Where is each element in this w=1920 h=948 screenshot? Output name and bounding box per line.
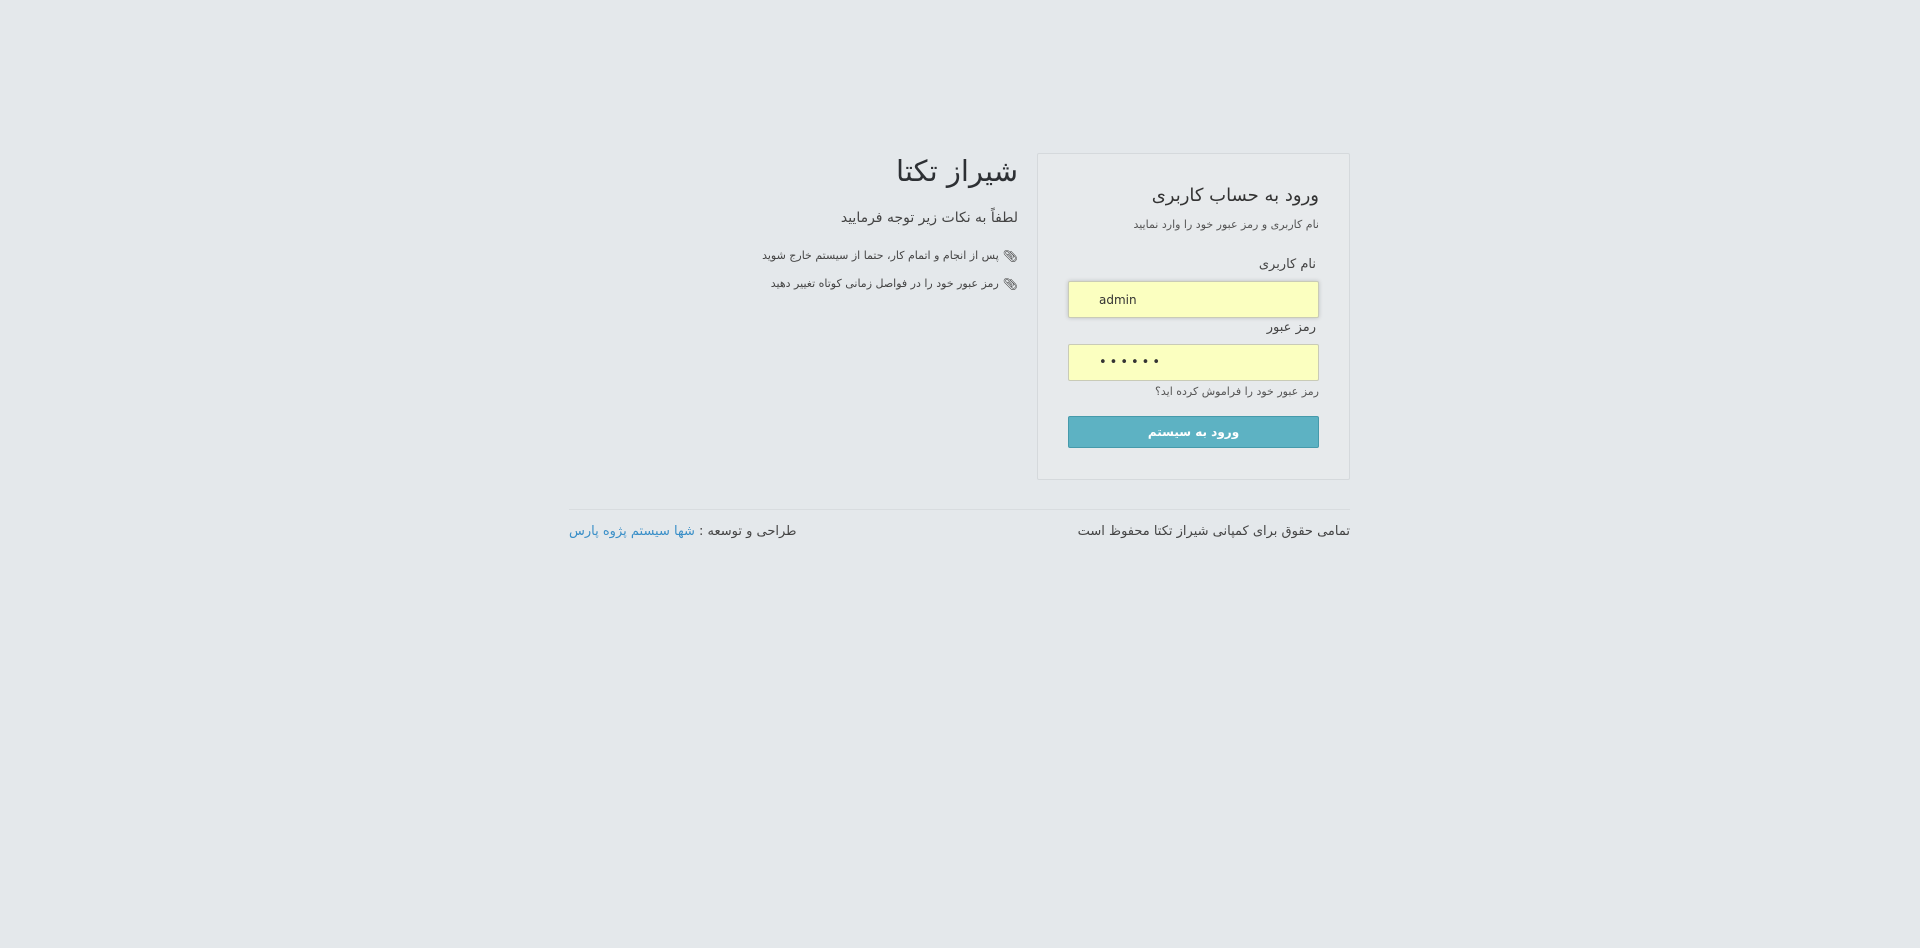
- username-label: نام کاربری: [1258, 257, 1316, 272]
- note-text: رمز عبور خود را در فواصل زمانی کوتاه تغییر دهید: [770, 277, 999, 290]
- credit-text: [569, 524, 797, 539]
- footer-divider: [569, 509, 1350, 510]
- developer-link[interactable]: شها سیستم پژوه پارس: [569, 524, 695, 539]
- login-title: ورود به حساب کاربری: [1151, 185, 1319, 206]
- brand-title: شیراز تکتا: [895, 154, 1018, 188]
- forgot-password-link[interactable]: رمز عبور خود را فراموش کرده اید؟: [1155, 385, 1319, 398]
- note-text: پس از انجام و اتمام کار، حتما از سیستم خارج شوید: [762, 249, 999, 262]
- paperclip-icon: 📎︎: [1002, 249, 1018, 263]
- login-panel: [1037, 153, 1350, 480]
- login-layout: [569, 153, 1350, 553]
- username-input[interactable]: [1068, 281, 1319, 318]
- password-input[interactable]: [1068, 344, 1319, 381]
- credit-prefix: طراحی و توسعه :: [694, 524, 797, 539]
- login-subtitle: نام کاربری و رمز عبور خود را وارد نمایید: [1133, 218, 1319, 231]
- password-label: رمز عبور: [1266, 320, 1316, 335]
- login-button[interactable]: ورود به سیستم: [1068, 416, 1319, 448]
- list-item: [762, 277, 1018, 305]
- paperclip-icon: 📎︎: [1002, 277, 1018, 291]
- info-subtitle: لطفاً به نکات زیر توجه فرمایید: [840, 210, 1018, 226]
- list-item: [762, 249, 1018, 277]
- copyright-text: تمامی حقوق برای کمپانی شیراز تکتا محفوظ است: [1077, 524, 1350, 539]
- notes-list: [762, 249, 1018, 305]
